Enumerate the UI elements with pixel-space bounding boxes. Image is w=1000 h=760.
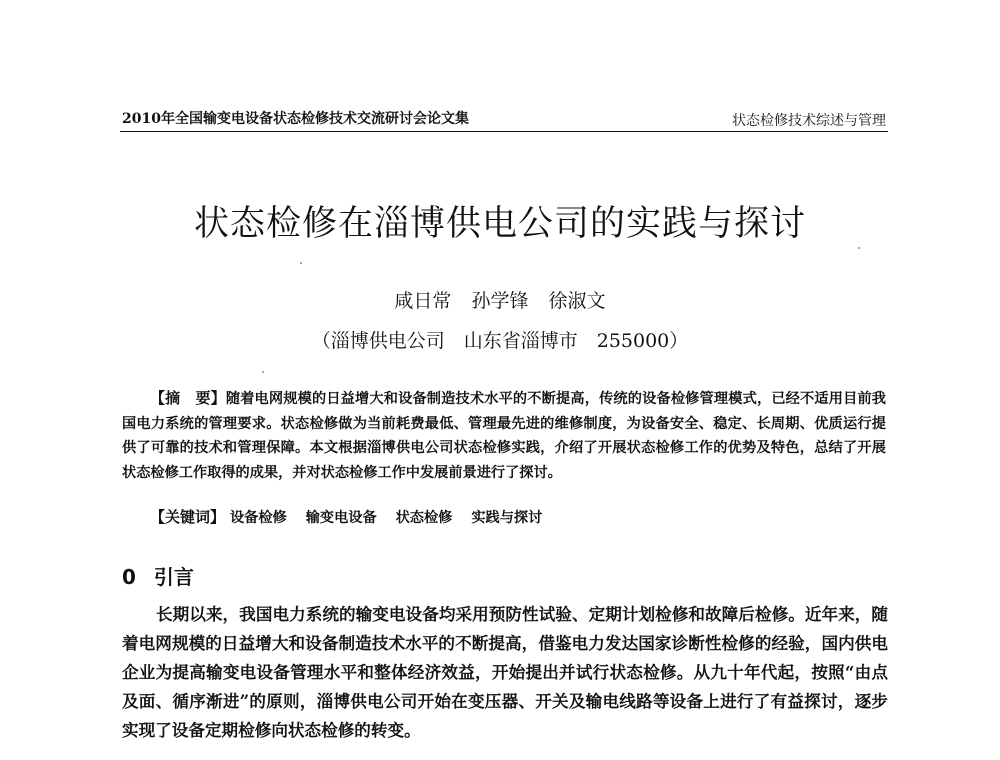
section-number: 0 [122,565,136,589]
paper-title: 状态检修在淄博供电公司的实践与探讨 [193,204,806,244]
body-paragraph: 长期以来，我国电力系统的输变电设备均采用预防性试验、定期计划检修和故障后检修。近年来，随着电网规模的日益增大和设备制造技术水平的不断提高，借鉴电力发达国家诊断性检修的经验，国内供电企业为提高输变电设备管理水平和整体经济效益，开始提出并试行状态检修。从九十年代起，按照“由点及面、循序渐进”的原则，淄博供电公司开始在变压器、开关及输电线路等设备上进行了有益探讨，逐步实现了设备定期检修向状态检修的转变。 [122,604,888,740]
author-name: 徐淑文 [548,290,606,312]
running-header-section: 状态检修技术综述与管理 [732,113,886,129]
author-name: 孙学锋 [471,290,529,312]
author-name: 咸日常 [394,290,452,312]
section-heading [122,561,194,590]
scan-speck [858,247,860,249]
keyword: 状态检修 [395,510,453,526]
author-list [0,286,1000,313]
keywords-label: 【关键词】 [150,508,226,526]
abstract-text: 随着电网规模的日益增大和设备制造技术水平的不断提高，传统的设备检修管理模式，已经不适用目前我国电力系统的管理要求。状态检修做为当前耗费最低、管理最先进的维修制度，为设备安全、稳定、长周期、优质运行提供了可靠的技术和管理保障。本文根据淄博供电公司状态检修实践，介绍了开展状态检修工作的优势及特色，总结了开展状态检修工作取得的成果，并对状态检修工作中发展前景进行了探讨。 [122,391,886,481]
keyword: 实践与探讨 [471,510,543,526]
keyword: 输变电设备 [305,510,377,526]
scan-speck [300,262,302,264]
section-title: 引言 [153,565,194,589]
header-divider [120,131,888,132]
keywords [150,506,556,527]
running-header-proceedings: 2010年全国输变电设备状态检修技术交流研讨会论文集 [122,111,469,127]
scan-speck [262,371,264,373]
author-affiliation: （淄博供电公司 山东省淄博市 255000） [311,330,689,352]
abstract [122,386,886,485]
abstract-label: 【摘 要】 [150,389,226,407]
keyword: 设备检修 [229,510,287,526]
